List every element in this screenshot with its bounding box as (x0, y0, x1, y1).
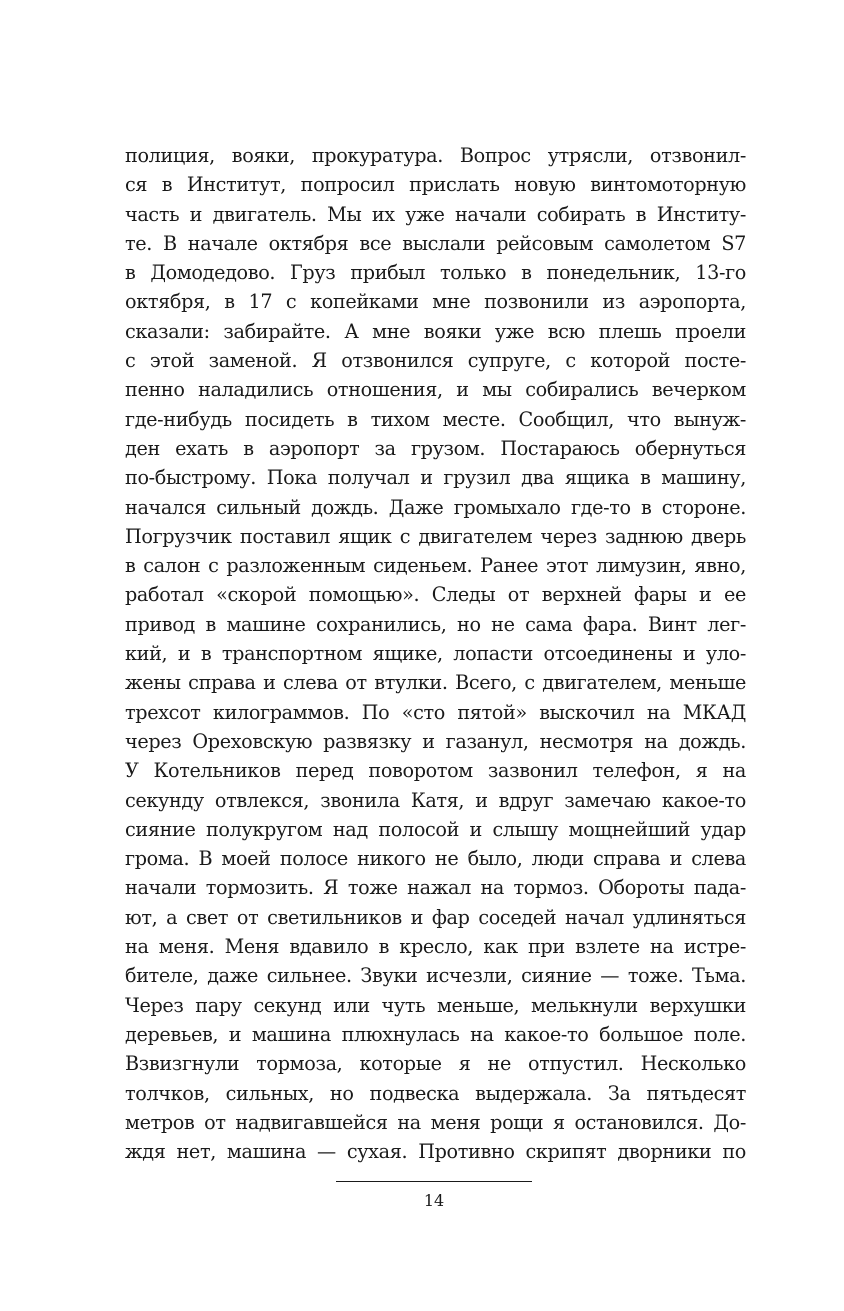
text-line: бителе, даже сильнее. Звуки исчезли, сияние — тоже. Тьма. (125, 964, 746, 988)
text-line: полиция, вояки, прокуратура. Вопрос утрясли, отзвонил- (125, 144, 746, 167)
text-line: ждя нет, машина — сухая. Противно скрипят дворники по (125, 1140, 746, 1164)
text-line: кий, и в транспортном ящике, лопасти отсоединены и уло- (125, 642, 746, 666)
text-line: секунду отвлекся, звонила Катя, и вдруг замечаю какое-то (125, 788, 746, 812)
text-line: привод в машине сохранились, но не сама фара. Винт лег- (125, 612, 746, 636)
text-line: ся в Институт, попросил прислать новую винтомоторную (125, 173, 746, 197)
text-line: грома. В моей полосе никого не было, люди справа и слева (125, 847, 746, 871)
text-line: толчков, сильных, но подвеска выдержала. За пятьдесят (125, 1081, 746, 1105)
text-line: У Котельников перед поворотом зазвонил телефон, я на (125, 759, 746, 783)
text-line: по-быстрому. Пока получал и грузил два ящика в машину, (125, 466, 746, 490)
text-line: ют, а свет от светильников и фар соседей начал удлиняться (125, 905, 746, 929)
text-line: жены справа и слева от втулки. Всего, с двигателем, меньше (125, 671, 746, 695)
text-line: начали тормозить. Я тоже нажал на тормоз. Обороты пада- (125, 876, 746, 900)
text-line: ден ехать в аэропорт за грузом. Постараюсь обернуться (125, 436, 746, 460)
text-line: пенно наладились отношения, и мы собирались вечерком (125, 378, 746, 402)
body-text (125, 141, 746, 1166)
text-line: сказали: забирайте. А мне вояки уже всю плешь проели (125, 319, 746, 343)
text-line: октября, в 17 с копейками мне позвонили из аэропорта, (125, 290, 746, 314)
text-line: те. В начале октября все выслали рейсовым самолетом S7 (125, 231, 746, 255)
text-line: где-нибудь посидеть в тихом месте. Сообщил, что вынуж- (125, 407, 746, 431)
text-line: часть и двигатель. Мы их уже начали собирать в Институ- (125, 202, 746, 226)
text-line: на меня. Меня вдавило в кресло, как при взлете на истре- (125, 935, 746, 959)
text-line: Погрузчик поставил ящик с двигателем через заднюю дверь (125, 524, 746, 548)
text-line: в Домодедово. Груз прибыл только в понедельник, 13-го (125, 261, 746, 285)
text-line: трехсот килограммов. По «сто пятой» выскочил на МКАД (125, 700, 746, 724)
text-line: с этой заменой. Я отзвонился супруге, с которой посте- (125, 349, 746, 373)
page-number: 14 (423, 1191, 445, 1210)
text-line: в салон с разложенным сиденьем. Ранее этот лимузин, явно, (125, 554, 746, 578)
text-line: работал «скорой помощью». Следы от верхней фары и ее (125, 583, 746, 607)
text-line: Через пару секунд или чуть меньше, мелькнули верхушки (125, 993, 746, 1017)
footer-divider (336, 1181, 532, 1182)
text-line: метров от надвигавшейся на меня рощи я остановился. До- (125, 1110, 746, 1134)
text-line: Взвизгнули тормоза, которые я не отпустил. Несколько (125, 1052, 746, 1076)
text-line: через Ореховскую развязку и газанул, несмотря на дождь. (125, 729, 746, 753)
text-line: сияние полукругом над полосой и слышу мощнейший удар (125, 817, 746, 841)
text-line: начался сильный дождь. Даже громыхало где-то в стороне. (125, 495, 746, 519)
text-line: деревьев, и машина плюхнулась на какое-то большое поле. (125, 1022, 746, 1046)
